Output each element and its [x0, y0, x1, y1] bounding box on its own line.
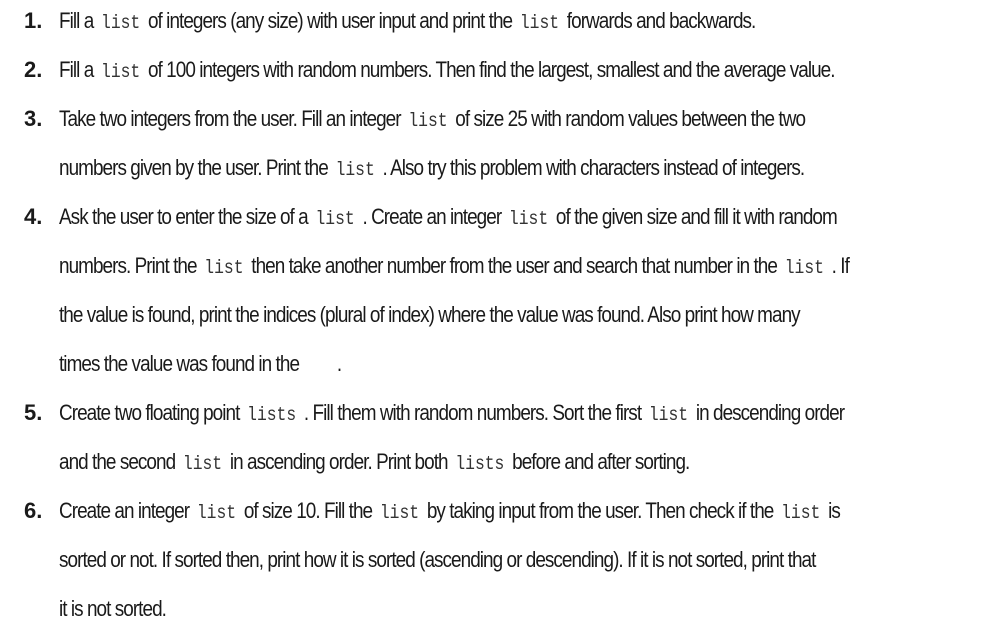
item-2-line	[59, 50, 868, 90]
body-text: is	[828, 498, 840, 523]
body-text: numbers. Print the	[59, 253, 197, 278]
item-number: 2.	[24, 57, 43, 82]
item-4-line	[59, 344, 868, 384]
item-number: 4.	[24, 204, 43, 229]
item-number: 3.	[24, 106, 43, 131]
code-keyword: list	[204, 257, 244, 279]
body-text: Take two integers from the user. Fill an integer	[59, 106, 401, 131]
code-keyword: list	[508, 208, 549, 230]
item-number: 6.	[24, 498, 43, 523]
code-keyword: list	[182, 453, 223, 475]
body-text: . If	[831, 253, 849, 278]
body-text: of the given size and fill it with random	[555, 204, 837, 229]
body-text: Create an integer	[59, 498, 190, 523]
item-1-line	[59, 1, 868, 41]
code-keyword: list	[648, 404, 689, 426]
body-text: Ask the user to enter the size of a	[59, 204, 308, 229]
body-text: Create two floating point	[59, 400, 240, 425]
item-4-line	[59, 197, 868, 237]
body-text: numbers given by the user. Print the	[59, 155, 328, 180]
code-keyword: list	[408, 110, 448, 132]
code-keyword: list	[519, 12, 560, 34]
body-text: of 100 integers with random numbers. Then find the largest, smallest and the average value.	[147, 57, 835, 82]
body-text: before and after sorting.	[512, 449, 690, 474]
body-text: sorted or not. If sorted then, print how it is sorted (ascending or descending). If it is not sorted, print that	[59, 547, 816, 572]
body-text: of size 10. Fill the	[243, 498, 373, 523]
code-keyword: list	[335, 159, 375, 181]
body-text: then take another number from the user and search that number in the	[251, 253, 777, 278]
item-6-line	[59, 540, 868, 580]
item-6-line	[59, 491, 868, 531]
body-text: . Also try this problem with characters instead of integers.	[382, 155, 805, 180]
body-text: .	[336, 351, 342, 376]
item-number: 1.	[24, 8, 43, 33]
body-text: and the second	[59, 449, 176, 474]
item-number: 5.	[24, 400, 43, 425]
body-text: by taking input from the user. Then check if the	[426, 498, 774, 523]
item-5-line	[59, 393, 868, 433]
code-keyword: lists	[455, 453, 505, 475]
code-keyword: list	[101, 12, 141, 34]
code-keyword: list	[379, 502, 420, 524]
code-keyword: list	[101, 61, 141, 83]
code-keyword: list	[781, 502, 821, 524]
body-text: of integers (any size) with user input and print the	[147, 8, 513, 33]
body-text: . Fill them with random numbers. Sort the first	[303, 400, 642, 425]
item-3-line	[59, 148, 868, 188]
code-keyword: list	[315, 208, 355, 230]
code-keyword: list	[784, 257, 824, 279]
body-text: the value is found, print the indices (plural of index) where the value was found. Also print how many	[59, 302, 800, 327]
item-4-line	[59, 295, 868, 335]
code-keyword: lists	[247, 404, 297, 426]
body-text: forwards and backwards.	[566, 8, 756, 33]
item-3-line	[59, 99, 868, 139]
body-text: times the value was found in the	[59, 351, 300, 376]
body-text: it is not sorted.	[59, 596, 166, 621]
item-6-line	[59, 589, 868, 629]
body-text: of size 25 with random values between the two	[455, 106, 806, 131]
item-4-line	[59, 246, 868, 286]
item-5-line	[59, 442, 868, 482]
body-text: in ascending order. Print both	[229, 449, 448, 474]
body-text: in descending order	[695, 400, 845, 425]
body-text: Fill a	[59, 57, 94, 82]
code-keyword: list	[196, 502, 237, 524]
body-text: . Create an integer	[362, 204, 502, 229]
body-text: Fill a	[59, 8, 94, 33]
